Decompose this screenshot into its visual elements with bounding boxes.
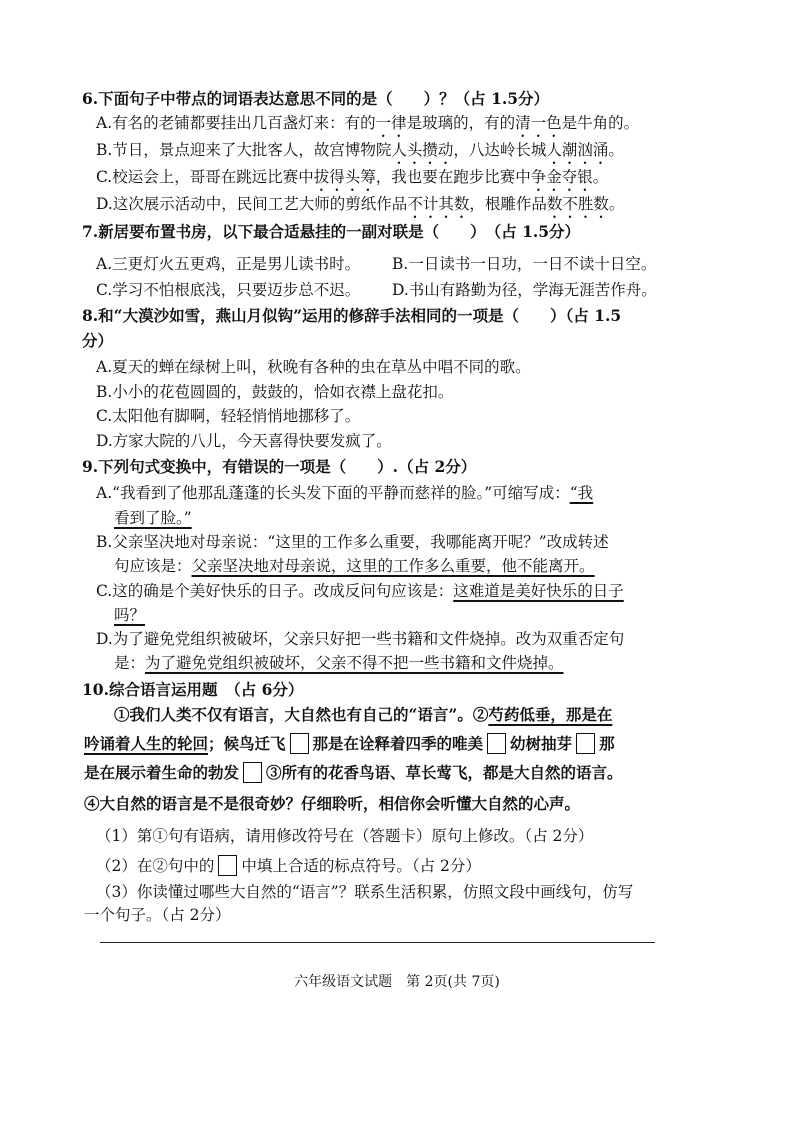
punctuation-blank-box[interactable] bbox=[487, 733, 506, 754]
q6-stem: 6.下面句子中带点的词语表达意思不同的是（ ）？（占 1.5分） bbox=[82, 89, 550, 108]
q7-option-b: B.一日读书一日功，一日不读十日空。 bbox=[392, 255, 657, 273]
q10-sub-1: （1）第①句有语病，请用修改符号在（答题卡）原句上修改。（占 2分） bbox=[96, 827, 594, 845]
q9-option-a-cont: 看到了脸。” bbox=[114, 509, 192, 527]
q10-sub-2: （2）在②句中的 中填上合适的标点符号。（占 2分） bbox=[96, 857, 481, 875]
q6-option-a: A.有名的老铺都要挂出几百盏灯来：有的一律是玻璃的，有的清一色是牛角的。 bbox=[96, 114, 640, 132]
q9-option-d-cont: 是：为了避免党组织被破坏，父亲不得不把一些书籍和文件烧掉。 bbox=[114, 654, 564, 672]
q9-option-b: B.父亲坚决地对母亲说：“这里的工作多么重要，我哪能离开呢？”改成转述 bbox=[96, 533, 609, 551]
q8-option-d: D.方家大院的八儿，今天喜得快要发疯了。 bbox=[96, 432, 392, 450]
punctuation-blank-box[interactable] bbox=[576, 733, 595, 754]
q10-passage-line-2: 吟诵着人生的轮回；候鸟迁飞 那是在诠释着四季的唯美 幼树抽芽 那 bbox=[84, 734, 615, 753]
q10-passage-line-3: 是在展示着生命的勃发 ③所有的花香鸟语、草长莺飞，都是大自然的语言。 bbox=[84, 763, 623, 782]
page-footer: 六年级语文试题 第 2页(共 7页) bbox=[294, 974, 500, 990]
q8-option-c: C.太阳他有脚啊，轻轻悄悄地挪移了。 bbox=[96, 407, 361, 425]
q7-option-a: A.三更灯火五更鸡，正是男儿读书时。 bbox=[96, 255, 361, 273]
q8-option-a: A.夏天的蝉在绿树上叫，秋晚有各种的虫在草丛中唱不同的歌。 bbox=[96, 358, 531, 376]
q8-option-b: B.小小的花苞圆圆的，鼓鼓的，恰如衣襟上盘花扣。 bbox=[96, 383, 454, 401]
q10-passage-line-4: ④大自然的语言是不是很奇妙？仔细聆听，相信你会听懂大自然的心声。 bbox=[84, 794, 581, 813]
q9-stem: 9.下列句式变换中，有错误的一项是（ ）.（占 2分） bbox=[82, 457, 477, 476]
q10-sub-3: （3）你读懂过哪些大自然的“语言”？联系生活积累，仿照文段中画线句，仿写 bbox=[96, 883, 634, 901]
q10-sub-3-cont: 一个句子。（占 2分） bbox=[84, 906, 231, 924]
q10-passage-line-1: ①我们人类不仅有语言，大自然也有自己的“语言”。②芍药低垂，那是在 bbox=[114, 705, 613, 724]
q9-option-c-cont: 吗？ bbox=[114, 606, 146, 624]
q9-option-d: D.为了避免党组织被破坏，父亲只好把一些书籍和文件烧掉。改为双重否定句 bbox=[96, 630, 625, 648]
q6-option-b: B.节日，景点迎来了大批客人，故宫博物院人头攒动，八达岭长城人潮汹涌。 bbox=[96, 141, 624, 159]
q9-option-c: C.这的确是个美好快乐的日子。改成反问句应该是：这难道是美好快乐的日子 bbox=[96, 582, 624, 600]
q6-option-c: C.校运会上，哥哥在跳远比赛中拔得头筹，我也要在跑步比赛中争金夺银。 bbox=[96, 168, 609, 186]
q7-option-c: C.学习不怕根底浅，只要迈步总不迟。 bbox=[96, 281, 361, 299]
q9-option-b-cont: 句应该是：父亲坚决地对母亲说，这里的工作多么重要，他不能离开。 bbox=[114, 557, 595, 575]
q9-option-a: A.“我看到了他那乱蓬蓬的长头发下面的平静而慈祥的脸。”可缩写成：“我 bbox=[96, 484, 594, 502]
q7-option-d: D.书山有路勤为径，学海无涯苦作舟。 bbox=[392, 281, 657, 299]
q10-stem: 10.综合语言运用题 （占 6分） bbox=[82, 680, 304, 699]
q6-option-d: D.这次展示活动中，民间工艺大师的剪纸作品不计其数，根雕作品数不胜数。 bbox=[96, 195, 625, 213]
punctuation-blank-box[interactable] bbox=[290, 733, 309, 754]
q7-stem: 7.新居要布置书房，以下最合适悬挂的一副对联是（ ） （占 1.5分） bbox=[82, 222, 581, 241]
punctuation-box-sample bbox=[218, 855, 237, 876]
q8-stem: 8.和“大漠沙如雪，燕山月似钩”运用的修辞手法相同的一项是（ ）（占 1.5 bbox=[82, 306, 622, 325]
answer-line[interactable] bbox=[100, 942, 655, 943]
punctuation-blank-box[interactable] bbox=[243, 762, 262, 783]
q8-stem-cont: 分） bbox=[82, 331, 114, 350]
